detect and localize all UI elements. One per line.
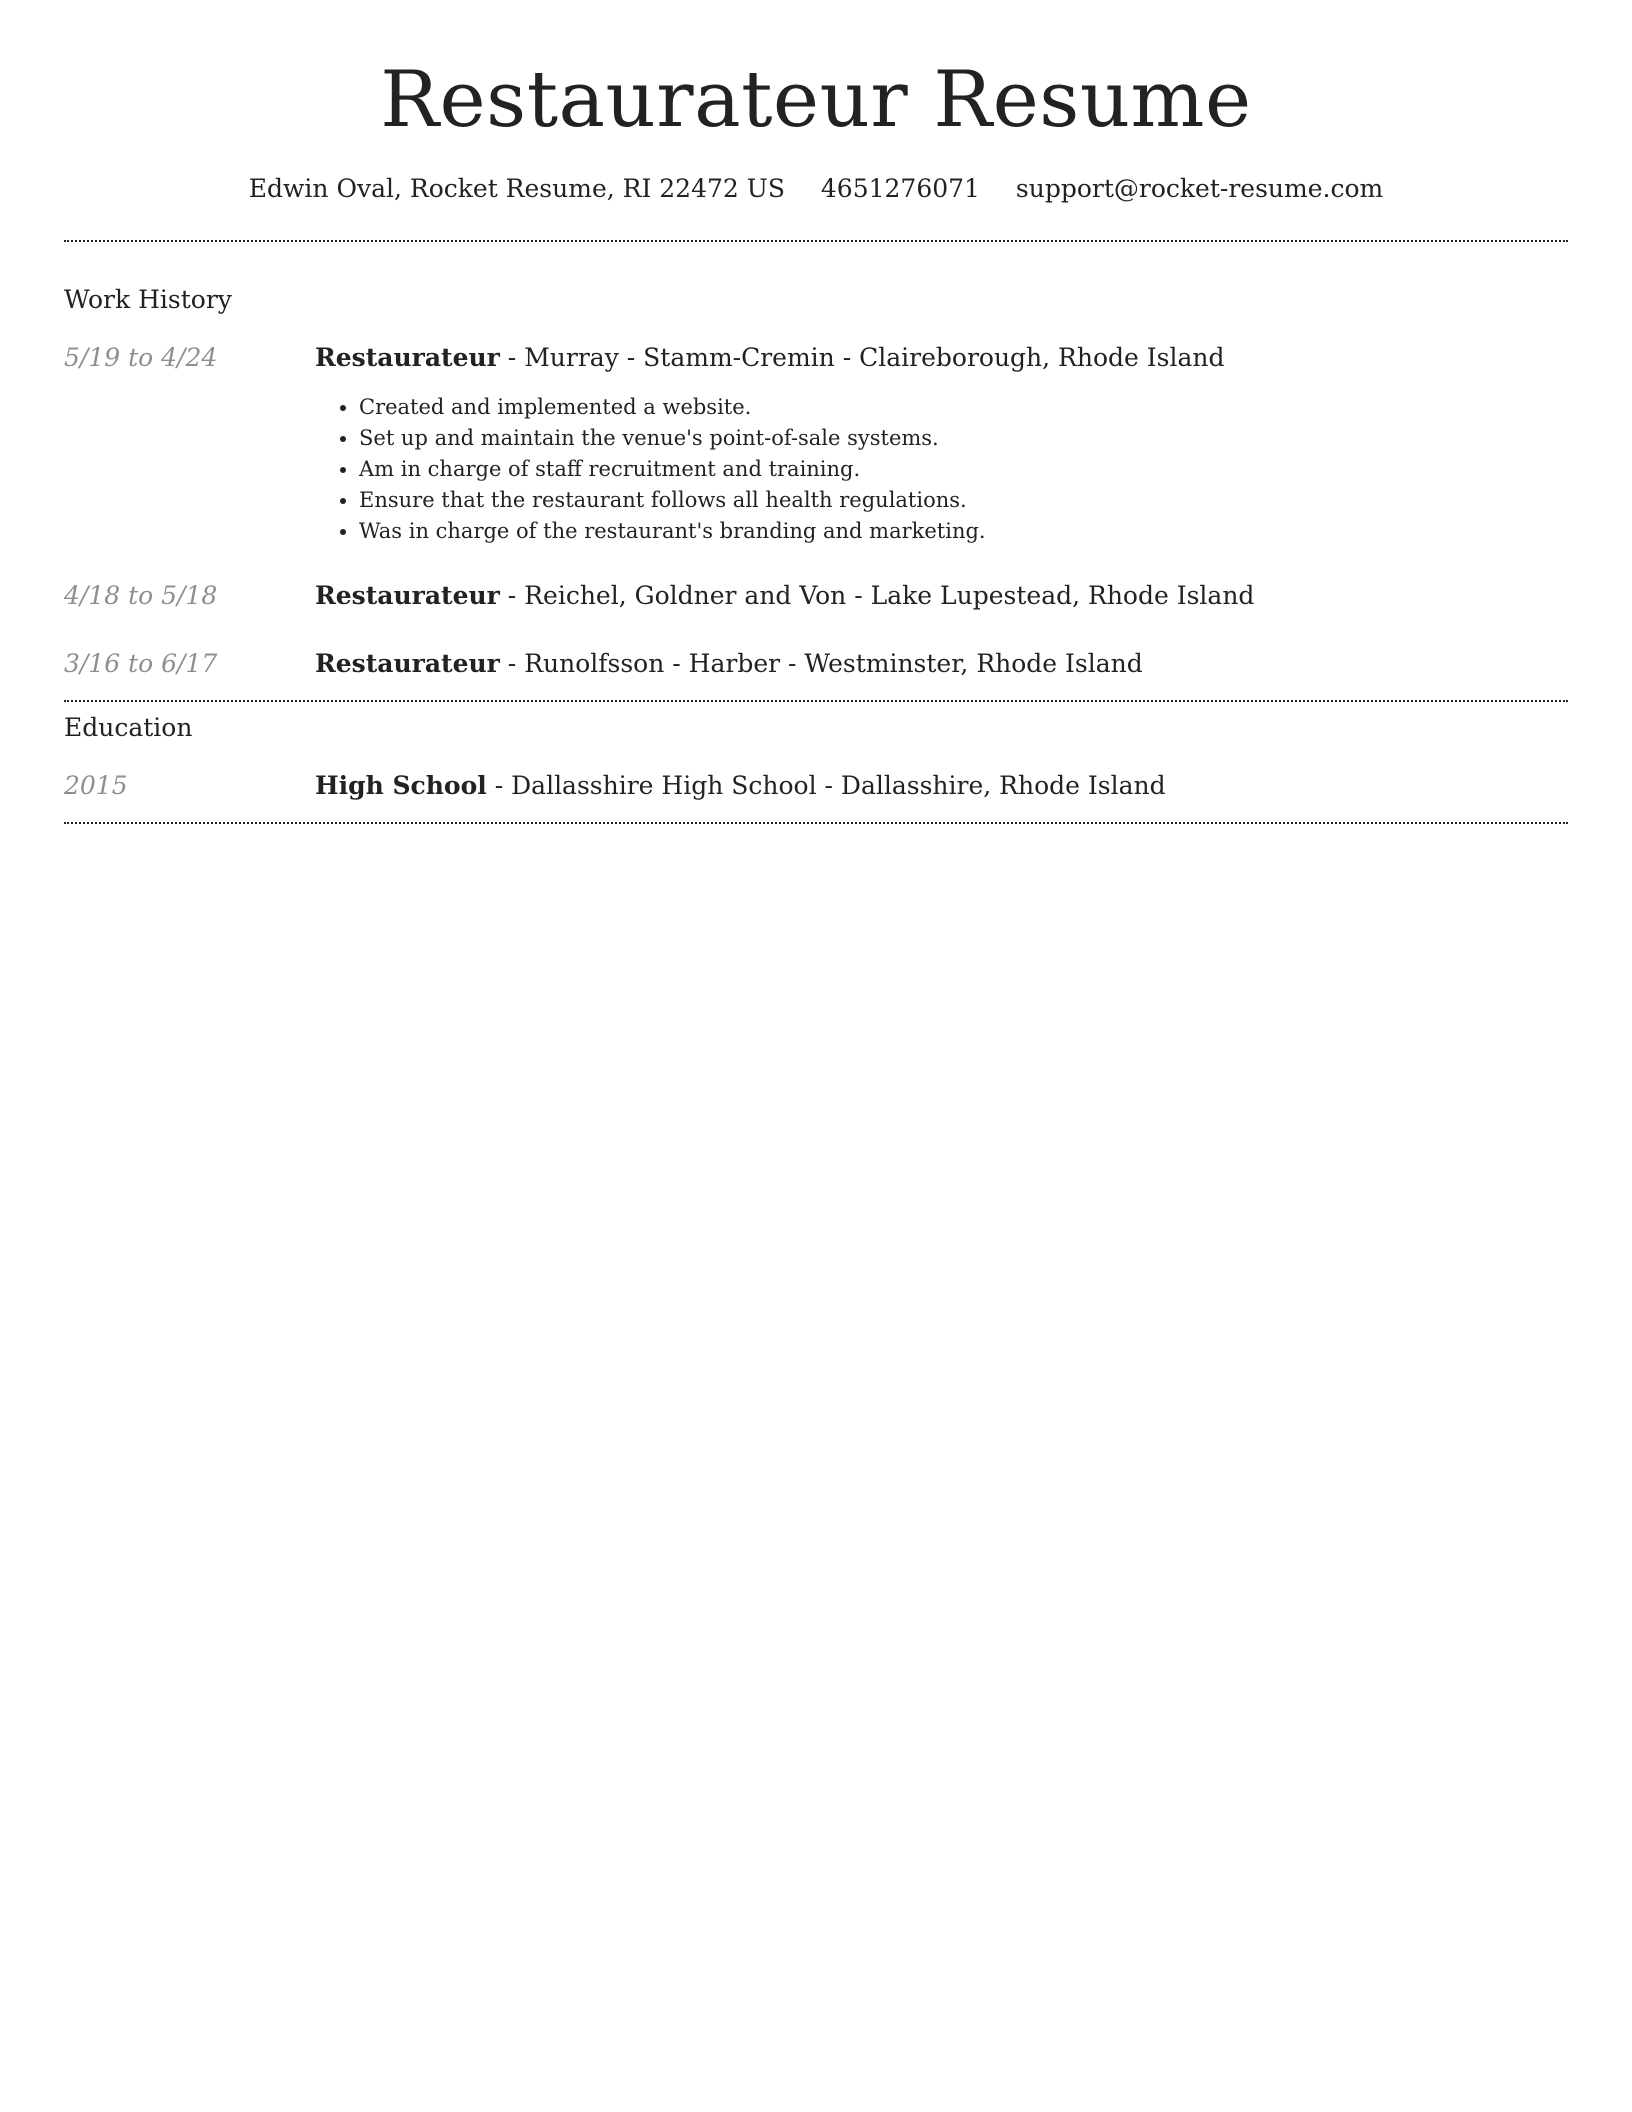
job-bullet: • Set up and maintain the venue's point-of-sale systems.: [359, 423, 986, 454]
job-bullet: • Ensure that the restaurant follows all health regulations.: [359, 485, 986, 516]
job-role: Restaurateur: [315, 343, 500, 372]
job-bullet: • Was in charge of the restaurant's branding and marketing.: [359, 516, 986, 547]
education-dates: 2015: [64, 771, 128, 800]
job-dates: 4/18 to 5/18: [64, 581, 218, 610]
job-details: - Runolfsson - Harber - Westminster, Rhode Island: [499, 649, 1143, 678]
job-role: Restaurateur: [315, 581, 500, 610]
header-divider: [64, 240, 1568, 242]
footer-divider: [64, 822, 1568, 824]
education-degree: High School: [315, 771, 487, 800]
job-role: Restaurateur: [315, 649, 500, 678]
job-bullet: • Am in charge of staff recruitment and training.: [359, 454, 986, 485]
job-title-line: [315, 579, 1254, 613]
job-details: - Murray - Stamm-Cremin - Claireborough, Rhode Island: [499, 343, 1225, 372]
job-bullet: • Created and implemented a website.: [359, 392, 986, 423]
job-title-line: [315, 341, 1224, 375]
job-bullet-list: [315, 392, 986, 547]
job-dates: 5/19 to 4/24: [64, 343, 218, 372]
section-divider: [64, 700, 1568, 702]
job-dates: 3/16 to 6/17: [64, 649, 218, 678]
contact-email: support@rocket-resume.com: [1015, 174, 1384, 203]
education-heading: Education: [64, 713, 193, 742]
job-details: - Reichel, Goldner and Von - Lake Lupestead, Rhode Island: [499, 581, 1255, 610]
job-title-line: [315, 647, 1143, 681]
education-line: [315, 769, 1166, 803]
contact-address: Edwin Oval, Rocket Resume, RI 22472 US: [248, 174, 785, 203]
work-history-heading: Work History: [64, 285, 232, 314]
resume-title: Restaurateur Resume: [380, 55, 1252, 145]
contact-phone: 4651276071: [820, 174, 980, 203]
contact-line: [64, 171, 1568, 207]
education-details: - Dallasshire High School - Dallasshire, Rhode Island: [486, 771, 1166, 800]
